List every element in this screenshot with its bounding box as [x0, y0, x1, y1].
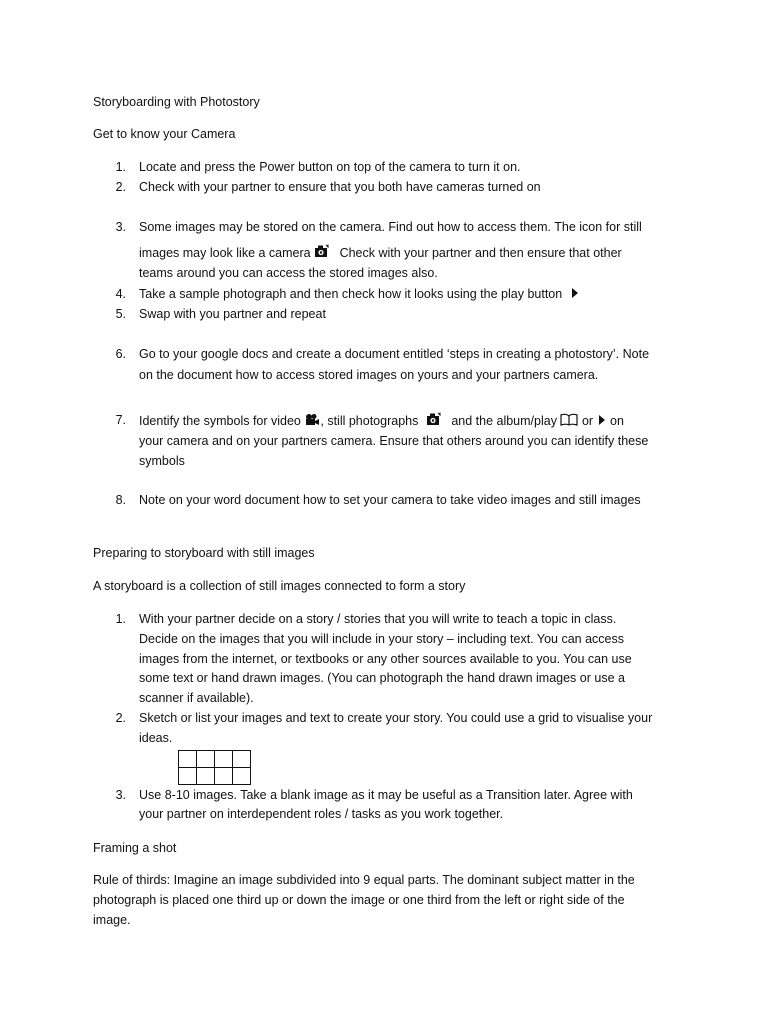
camera-icon: [426, 412, 442, 426]
list-item-text: Take a sample photograph and then check how it looks using the play button: [139, 287, 563, 301]
list-item-line: [139, 244, 622, 261]
section-heading-framing: Framing a shot: [93, 841, 177, 855]
list-item-line: your camera and on your partners camera. Ensure that others around you can identify these: [139, 434, 649, 448]
section-heading-storyboard: Preparing to storyboard with still images: [93, 546, 315, 560]
grid-cell: [179, 751, 197, 768]
rule-of-thirds-text: image.: [93, 913, 131, 927]
list-item: [139, 286, 580, 302]
rule-of-thirds-text: Rule of thirds: Imagine an image subdivided into 9 equal parts. The dominant subject matter in the: [93, 873, 635, 887]
list-item: Locate and press the Power button on top of the camera to turn it on.: [139, 160, 521, 174]
grid-cell: [233, 751, 251, 768]
list-number: 8.: [115, 493, 126, 507]
list-item: Some images may be stored on the camera. Find out how to access them. The icon for still: [139, 220, 642, 234]
list-number: 2.: [115, 180, 126, 194]
grid-cell: [197, 751, 215, 768]
list-item: Check with your partner to ensure that you both have cameras turned on: [139, 180, 541, 194]
list-item-line: scanner if available).: [139, 691, 254, 705]
play-triangle-icon: [570, 287, 580, 299]
grid-cell: [215, 751, 233, 768]
grid-row: [179, 768, 251, 785]
list-item-text: , still photographs: [320, 414, 419, 428]
list-item-line: some text or hand drawn images. (You can photograph the hand drawn images or use a: [139, 671, 625, 685]
camera-icon: [314, 244, 330, 258]
grid-cell: [179, 768, 197, 785]
list-number: 5.: [115, 307, 126, 321]
list-number: 7.: [115, 413, 126, 427]
list-number: 1.: [115, 160, 126, 174]
list-item-line: Decide on the images that you will include in your story – including text. You can access: [139, 632, 624, 646]
list-item: Swap with you partner and repeat: [139, 307, 326, 321]
list-item: Go to your google docs and create a document entitled ‘steps in creating a photostory’. Note: [139, 347, 650, 361]
rule-of-thirds-text: photograph is placed one third up or down the image or one third from the left or right side of the: [93, 893, 625, 907]
grid-cell: [197, 768, 215, 785]
storyboard-grid: [178, 750, 251, 785]
list-item-line: teams around you can access the stored images also.: [139, 266, 438, 280]
list-item-text: or: [581, 414, 594, 428]
video-camera-icon: [304, 413, 320, 426]
list-item: With your partner decide on a story / stories that you will write to teach a topic in class.: [139, 612, 617, 626]
grid-cell: [233, 768, 251, 785]
grid-cell: [215, 768, 233, 785]
document-title: Storyboarding with Photostory: [93, 95, 260, 109]
list-item-text: Identify the symbols for video: [139, 414, 301, 428]
list-item-text: on: [610, 414, 624, 428]
list-item: Use 8-10 images. Take a blank image as it may be useful as a Transition later. Agree with: [139, 788, 633, 802]
list-number: 1.: [115, 612, 126, 626]
list-item-text: Check with your partner and then ensure that other: [339, 246, 622, 260]
list-item-text: and the album/play: [451, 414, 557, 428]
list-item-line: symbols: [139, 454, 185, 468]
list-number: 2.: [115, 711, 126, 725]
list-number: 3.: [115, 788, 126, 802]
list-item: [139, 412, 624, 429]
section-heading-camera: Get to know your Camera: [93, 127, 236, 141]
list-number: 4.: [115, 287, 126, 301]
storyboard-definition: A storyboard is a collection of still images connected to form a story: [93, 579, 466, 593]
list-number: 3.: [115, 220, 126, 234]
list-item-line: ideas.: [139, 731, 173, 745]
list-item-line: images from the internet, or textbooks or any other sources available to you. You can use: [139, 652, 632, 666]
list-item-text: images may look like a camera: [139, 246, 311, 260]
play-triangle-icon: [597, 414, 607, 426]
list-item: Sketch or list your images and text to create your story. You could use a grid to visualise your: [139, 711, 653, 725]
list-item-line: your partner on interdependent roles / tasks as you work together.: [139, 807, 504, 821]
book-icon: [560, 413, 578, 426]
list-item: Note on your word document how to set your camera to take video images and still images: [139, 493, 641, 507]
grid-row: [179, 751, 251, 768]
list-number: 6.: [115, 347, 126, 361]
list-item-line: on the document how to access stored images on yours and your partners camera.: [139, 368, 599, 382]
